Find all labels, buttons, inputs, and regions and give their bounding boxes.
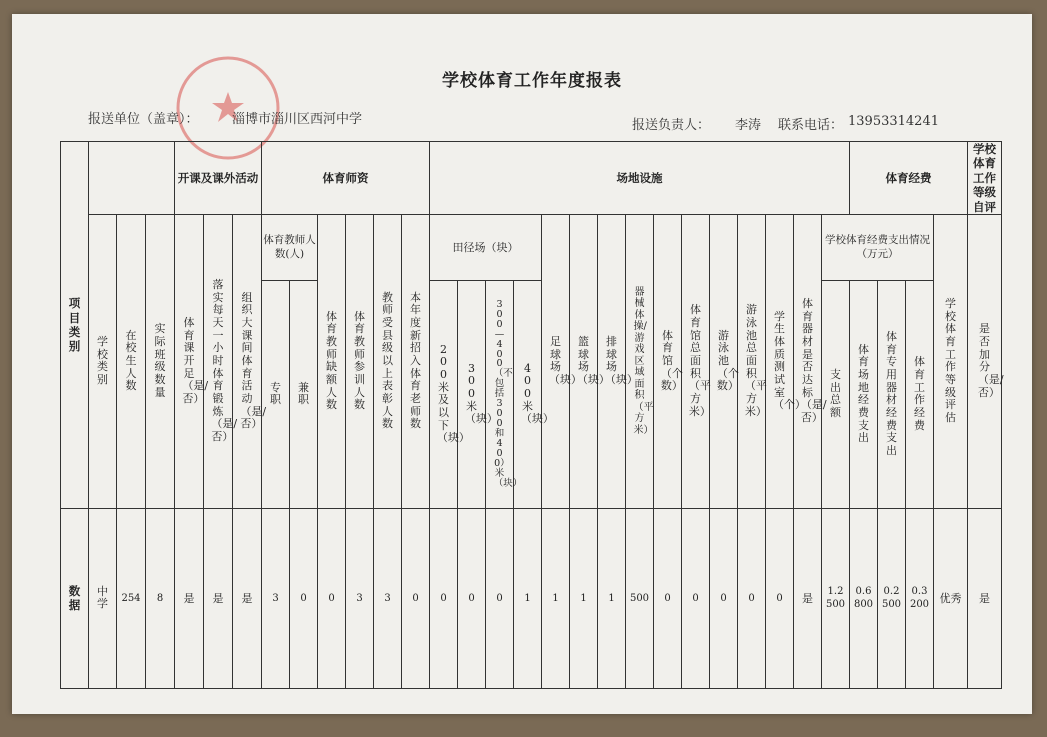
cell-equipment-spending: 0.2500 (878, 508, 906, 688)
basic-group-header (89, 142, 175, 215)
cell-rating-eval: 优秀 (934, 508, 968, 688)
phone-number: 13953314241 (848, 114, 939, 129)
cell-bonus: 是 (968, 508, 1002, 688)
track-300-header: 300米（块） (458, 280, 486, 508)
commended-header: 教师受县级以上表彰人数 (374, 214, 402, 508)
cell-gym: 0 (654, 508, 682, 688)
funding-sub-header: 学校体育经费支出情况（万元） (822, 214, 934, 280)
cell-pool-area: 0 (738, 508, 766, 688)
teacher-count-header: 体育教师人数(人) (262, 214, 318, 280)
equipment-area-header: 器械体操/游戏区域面积（平方米） (626, 214, 654, 508)
equipment-ok-header: 体育器材是否达标（是/否） (794, 214, 822, 508)
school-type-header: 学校类别 (89, 214, 117, 508)
unit-name: 淄博市淄川区西河中学 (232, 112, 363, 127)
cell-equipment-area: 500 (626, 508, 654, 688)
funding-group-header: 体育经费 (850, 142, 968, 215)
new-hires-header: 本年度新招入体育老师数 (402, 214, 430, 508)
rating-eval-header: 学校体育工作等级评估 (934, 214, 968, 508)
venue-spending-header: 体育场地经费支出 (850, 280, 878, 508)
classes-header: 实际班级数量 (146, 214, 175, 508)
students-header: 在校生人数 (117, 214, 146, 508)
cell-trained: 3 (346, 508, 374, 688)
trained-header: 体育教师参训人数 (346, 214, 374, 508)
cell-track-400: 1 (514, 508, 542, 688)
cell-pool: 0 (710, 508, 738, 688)
fitness-room-header: 学生体质测试室（个） (766, 214, 794, 508)
cell-total-spending: 1.2500 (822, 508, 850, 688)
cell-commended: 3 (374, 508, 402, 688)
cell-fulltime: 3 (262, 508, 290, 688)
gym-area-header: 体育馆总面积（平方米） (682, 214, 710, 508)
track-400-header: 400米（块） (514, 280, 542, 508)
basketball-header: 篮球场（块） (570, 214, 598, 508)
fulltime-header: 专职 (262, 280, 290, 508)
cell-pe-course: 是 (175, 508, 204, 688)
courses-group-header: 开课及课外活动 (175, 142, 262, 215)
pool-area-header: 游泳池总面积（平方米） (738, 214, 766, 508)
cell-track-400-range: 0 (486, 508, 514, 688)
track-header: 田径场（块） (430, 214, 542, 280)
equipment-spending-header: 体育专用器材经费支出 (878, 280, 906, 508)
work-spending-header: 体育工作经费 (906, 280, 934, 508)
pool-header: 游泳池（个数） (710, 214, 738, 508)
one-hour-header: 落实每天一小时体育锻炼（是/否） (204, 214, 233, 508)
cell-one-hour: 是 (204, 508, 233, 688)
project-category-header: 项目类别 (61, 142, 89, 509)
cell-gym-area: 0 (682, 508, 710, 688)
responsible-name: 李涛 (735, 118, 762, 133)
cell-basketball: 1 (570, 508, 598, 688)
cell-shortage: 0 (318, 508, 346, 688)
cell-new-hires: 0 (402, 508, 430, 688)
big-break-header: 组织大课间体育活动（是/否） (233, 214, 262, 508)
teachers-group-header: 体育师资 (262, 142, 430, 215)
phone-label: 联系电话： (778, 118, 844, 133)
cell-volleyball: 1 (598, 508, 626, 688)
unit-label: 报送单位（盖章）： (88, 112, 199, 127)
cell-work-spending: 0.3200 (906, 508, 934, 688)
cell-track-300: 0 (458, 508, 486, 688)
report-title: 学校体育工作年度报表 (442, 71, 622, 91)
responsible-label: 报送负责人： (632, 118, 711, 133)
shortage-header: 体育教师缺额人数 (318, 214, 346, 508)
total-spending-header: 支出总额 (822, 280, 850, 508)
cell-school-type: 中学 (89, 508, 117, 688)
cell-parttime: 0 (290, 508, 318, 688)
cell-venue-spending: 0.6800 (850, 508, 878, 688)
facilities-group-header: 场地设施 (430, 142, 850, 215)
gym-header: 体育馆（个数） (654, 214, 682, 508)
cell-big-break: 是 (233, 508, 262, 688)
data-row-label: 数据 (61, 508, 89, 688)
track-200-header: 200米及以下（块） (430, 280, 458, 508)
volleyball-header: 排球场（块） (598, 214, 626, 508)
cell-equipment-ok: 是 (794, 508, 822, 688)
report-table (60, 141, 1002, 689)
parttime-header: 兼职 (290, 280, 318, 508)
cell-football: 1 (542, 508, 570, 688)
football-header: 足球场（块） (542, 214, 570, 508)
track-400-range-header: 300—400（不包括300和400）米（块） (486, 280, 514, 508)
cell-track-200: 0 (430, 508, 458, 688)
pe-course-header: 体育课开足（是/否） (175, 214, 204, 508)
cell-students: 254 (117, 508, 146, 688)
cell-classes: 8 (146, 508, 175, 688)
bonus-header: 是否加分（是/否） (968, 214, 1002, 508)
cell-fitness-room: 0 (766, 508, 794, 688)
rating-group-header: 学校体育工作等级自评 (968, 142, 1002, 215)
